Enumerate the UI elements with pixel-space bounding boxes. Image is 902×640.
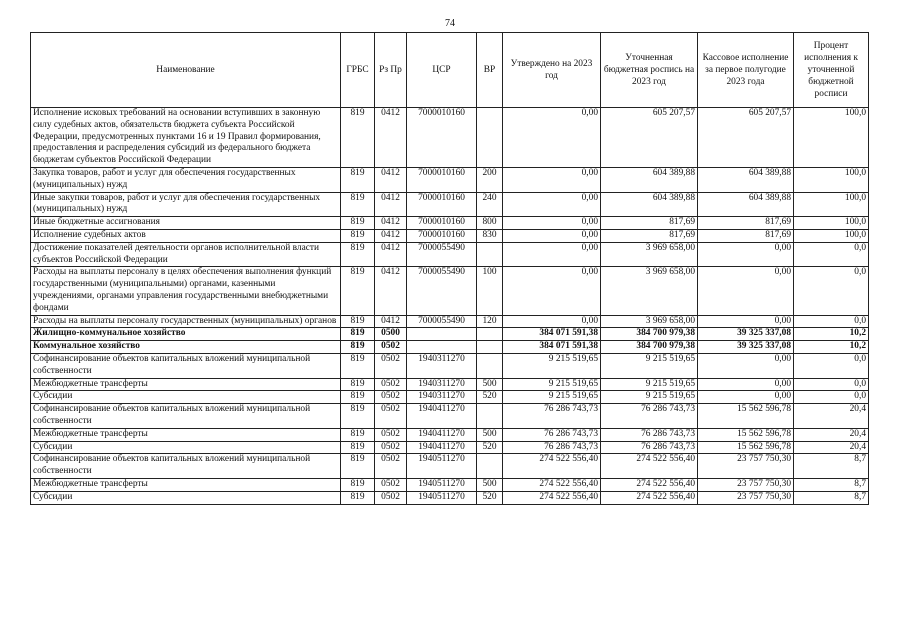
cell-name: Софинансирование объектов капитальных вложений муниципальной собственности [31,454,341,479]
cell-percent: 8,7 [794,454,869,479]
cell-grbs: 819 [341,328,375,341]
cell-cash: 0,00 [698,378,794,391]
cell-percent: 8,7 [794,478,869,491]
cell-vr: 520 [477,491,503,504]
cell-csr: 1940511270 [407,491,477,504]
cell-vr: 500 [477,378,503,391]
table-row [31,478,869,491]
cell-approved: 0,00 [503,242,601,267]
table-row [31,341,869,354]
header-vr: ВР [477,33,503,108]
table-row [31,229,869,242]
cell-percent: 100,0 [794,217,869,230]
cell-grbs: 819 [341,478,375,491]
cell-csr: 1940411270 [407,441,477,454]
cell-csr: 7000055490 [407,267,477,315]
cell-percent: 20,4 [794,428,869,441]
cell-refined: 384 700 979,38 [601,328,698,341]
cell-approved: 9 215 519,65 [503,391,601,404]
cell-rzpr: 0502 [375,478,407,491]
header-approved: Утверждено на 2023 год [503,33,601,108]
cell-vr: 120 [477,315,503,328]
table-row [31,315,869,328]
cell-name: Софинансирование объектов капитальных вложений муниципальной собственности [31,353,341,378]
cell-approved: 0,00 [503,192,601,217]
cell-rzpr: 0412 [375,242,407,267]
cell-vr [477,328,503,341]
cell-cash: 15 562 596,78 [698,441,794,454]
cell-csr: 7000010160 [407,229,477,242]
cell-approved: 76 286 743,73 [503,428,601,441]
cell-refined: 604 389,88 [601,167,698,192]
table-row [31,428,869,441]
cell-percent: 0,0 [794,267,869,315]
cell-name: Межбюджетные трансферты [31,478,341,491]
table-row [31,378,869,391]
cell-vr [477,454,503,479]
cell-name: Расходы на выплаты персоналу государственных (муниципальных) органов [31,315,341,328]
table-row [31,454,869,479]
cell-csr: 1940411270 [407,404,477,429]
cell-rzpr: 0502 [375,391,407,404]
cell-csr: 7000010160 [407,217,477,230]
cell-csr: 1940311270 [407,391,477,404]
table-body [31,108,869,505]
table-row [31,404,869,429]
cell-name: Межбюджетные трансферты [31,428,341,441]
table-row [31,242,869,267]
cell-cash: 23 757 750,30 [698,491,794,504]
cell-grbs: 819 [341,391,375,404]
cell-rzpr: 0412 [375,108,407,168]
cell-grbs: 819 [341,378,375,391]
table-row [31,328,869,341]
cell-percent: 10,2 [794,328,869,341]
cell-csr: 1940311270 [407,378,477,391]
cell-approved: 76 286 743,73 [503,441,601,454]
table-row [31,192,869,217]
cell-cash: 604 389,88 [698,167,794,192]
cell-approved: 9 215 519,65 [503,378,601,391]
header-rzpr: Рз Пр [375,33,407,108]
cell-percent: 100,0 [794,229,869,242]
cell-csr: 1940411270 [407,428,477,441]
cell-cash: 0,00 [698,242,794,267]
cell-vr: 830 [477,229,503,242]
cell-name: Субсидии [31,491,341,504]
cell-vr: 100 [477,267,503,315]
cell-vr [477,353,503,378]
cell-approved: 274 522 556,40 [503,454,601,479]
cell-csr: 7000010160 [407,192,477,217]
cell-name: Субсидии [31,441,341,454]
cell-vr: 200 [477,167,503,192]
cell-percent: 0,0 [794,353,869,378]
cell-csr: 7000010160 [407,167,477,192]
header-name: Наименование [31,33,341,108]
page-number: 74 [445,18,455,29]
cell-grbs: 819 [341,217,375,230]
cell-percent: 10,2 [794,341,869,354]
table-header-row [31,33,869,108]
cell-csr: 7000055490 [407,315,477,328]
cell-cash: 605 207,57 [698,108,794,168]
cell-name: Коммунальное хозяйство [31,341,341,354]
cell-percent: 20,4 [794,404,869,429]
cell-approved: 384 071 591,38 [503,341,601,354]
cell-name: Исполнение судебных актов [31,229,341,242]
cell-rzpr: 0502 [375,428,407,441]
cell-vr [477,242,503,267]
cell-cash: 817,69 [698,217,794,230]
header-refined: Уточненная бюджетная роспись на 2023 год [601,33,698,108]
cell-name: Иные бюджетные ассигнования [31,217,341,230]
cell-refined: 605 207,57 [601,108,698,168]
cell-grbs: 819 [341,341,375,354]
cell-name: Жилищно-коммунальное хозяйство [31,328,341,341]
cell-grbs: 819 [341,454,375,479]
cell-rzpr: 0502 [375,404,407,429]
cell-vr [477,108,503,168]
cell-vr: 520 [477,391,503,404]
cell-refined: 3 969 658,00 [601,267,698,315]
cell-cash: 39 325 337,08 [698,341,794,354]
cell-approved: 76 286 743,73 [503,404,601,429]
cell-grbs: 819 [341,315,375,328]
cell-refined: 9 215 519,65 [601,378,698,391]
cell-approved: 274 522 556,40 [503,478,601,491]
cell-refined: 274 522 556,40 [601,478,698,491]
cell-percent: 0,0 [794,315,869,328]
cell-refined: 9 215 519,65 [601,353,698,378]
cell-approved: 0,00 [503,229,601,242]
cell-rzpr: 0412 [375,192,407,217]
cell-grbs: 819 [341,108,375,168]
cell-vr: 500 [477,428,503,441]
cell-rzpr: 0412 [375,315,407,328]
table-row [31,391,869,404]
cell-percent: 8,7 [794,491,869,504]
cell-name: Иные закупки товаров, работ и услуг для обеспечения государственных (муниципальных) нужд [31,192,341,217]
cell-percent: 0,0 [794,378,869,391]
cell-cash: 817,69 [698,229,794,242]
cell-approved: 274 522 556,40 [503,491,601,504]
header-grbs: ГРБС [341,33,375,108]
cell-csr: 1940511270 [407,454,477,479]
cell-grbs: 819 [341,428,375,441]
cell-name: Расходы на выплаты персоналу в целях обеспечения выполнения функций государственными (муниципальными) органами, казенными учреждениями, органами управления государственными внебюджетными фондами [31,267,341,315]
cell-refined: 817,69 [601,217,698,230]
cell-refined: 3 969 658,00 [601,242,698,267]
table-row [31,441,869,454]
cell-refined: 274 522 556,40 [601,454,698,479]
cell-cash: 0,00 [698,267,794,315]
cell-rzpr: 0502 [375,441,407,454]
cell-refined: 76 286 743,73 [601,428,698,441]
cell-grbs: 819 [341,192,375,217]
cell-vr: 500 [477,478,503,491]
cell-cash: 39 325 337,08 [698,328,794,341]
cell-grbs: 819 [341,441,375,454]
cell-name: Межбюджетные трансферты [31,378,341,391]
cell-rzpr: 0412 [375,229,407,242]
cell-rzpr: 0500 [375,328,407,341]
cell-cash: 0,00 [698,391,794,404]
cell-refined: 76 286 743,73 [601,441,698,454]
cell-cash: 23 757 750,30 [698,478,794,491]
cell-percent: 100,0 [794,167,869,192]
cell-rzpr: 0412 [375,167,407,192]
budget-table [30,32,869,505]
header-cash: Кассовое исполнение за первое полугодие 2023 года [698,33,794,108]
cell-grbs: 819 [341,491,375,504]
cell-cash: 0,00 [698,315,794,328]
cell-approved: 0,00 [503,217,601,230]
table-row [31,491,869,504]
cell-csr: 1940311270 [407,353,477,378]
cell-rzpr: 0412 [375,267,407,315]
cell-percent: 0,0 [794,242,869,267]
cell-rzpr: 0502 [375,353,407,378]
cell-grbs: 819 [341,404,375,429]
cell-rzpr: 0502 [375,491,407,504]
cell-vr: 800 [477,217,503,230]
cell-grbs: 819 [341,167,375,192]
cell-cash: 15 562 596,78 [698,428,794,441]
cell-approved: 0,00 [503,167,601,192]
cell-approved: 9 215 519,65 [503,353,601,378]
cell-refined: 384 700 979,38 [601,341,698,354]
cell-vr [477,404,503,429]
cell-vr: 240 [477,192,503,217]
cell-cash: 23 757 750,30 [698,454,794,479]
cell-grbs: 819 [341,353,375,378]
table-row [31,353,869,378]
cell-name: Исполнение исковых требований на основании вступивших в законную силу судебных актов, обязательств бюджета субъекта Российской Федерации, предусмотренных пунктами 16 и 19 Правил формирования, предоставления и распределения субсидий из федерального бюджета бюджетам субъектов Российской Федерации [31,108,341,168]
cell-cash: 0,00 [698,353,794,378]
cell-percent: 100,0 [794,192,869,217]
cell-refined: 817,69 [601,229,698,242]
cell-rzpr: 0502 [375,341,407,354]
table-row [31,108,869,168]
cell-approved: 384 071 591,38 [503,328,601,341]
cell-approved: 0,00 [503,267,601,315]
cell-approved: 0,00 [503,315,601,328]
table-row [31,267,869,315]
cell-csr: 7000055490 [407,242,477,267]
cell-cash: 15 562 596,78 [698,404,794,429]
cell-name: Закупка товаров, работ и услуг для обеспечения государственных (муниципальных) нужд [31,167,341,192]
cell-rzpr: 0502 [375,378,407,391]
cell-grbs: 819 [341,267,375,315]
cell-refined: 76 286 743,73 [601,404,698,429]
cell-refined: 9 215 519,65 [601,391,698,404]
cell-percent: 20,4 [794,441,869,454]
cell-csr [407,328,477,341]
cell-percent: 0,0 [794,391,869,404]
cell-name: Достижение показателей деятельности органов исполнительной власти субъектов Российской Федерации [31,242,341,267]
cell-cash: 604 389,88 [698,192,794,217]
cell-grbs: 819 [341,242,375,267]
cell-refined: 3 969 658,00 [601,315,698,328]
cell-name: Субсидии [31,391,341,404]
cell-grbs: 819 [341,229,375,242]
cell-csr: 7000010160 [407,108,477,168]
cell-vr: 520 [477,441,503,454]
table-row [31,217,869,230]
cell-refined: 604 389,88 [601,192,698,217]
cell-percent: 100,0 [794,108,869,168]
header-csr: ЦСР [407,33,477,108]
cell-rzpr: 0502 [375,454,407,479]
cell-csr: 1940511270 [407,478,477,491]
cell-rzpr: 0412 [375,217,407,230]
cell-approved: 0,00 [503,108,601,168]
cell-vr [477,341,503,354]
cell-name: Софинансирование объектов капитальных вложений муниципальной собственности [31,404,341,429]
table-row [31,167,869,192]
cell-refined: 274 522 556,40 [601,491,698,504]
cell-csr [407,341,477,354]
header-percent: Процент исполнения к уточненной бюджетной росписи [794,33,869,108]
